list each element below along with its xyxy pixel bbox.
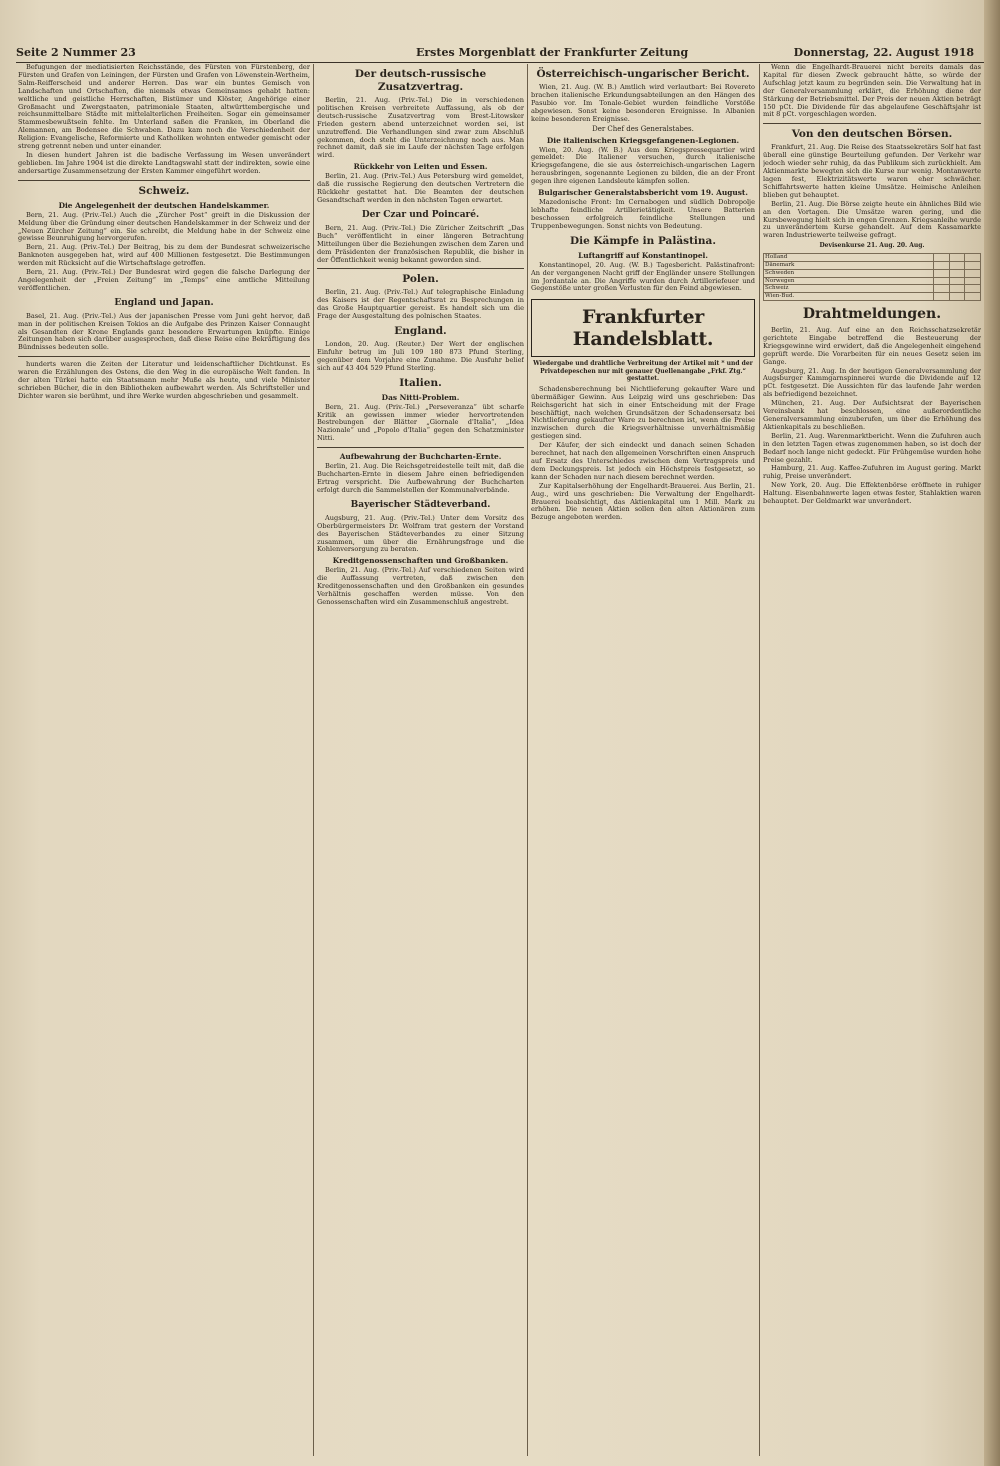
article-heading: Die Kämpfe in Palästina. — [570, 234, 716, 247]
binding-edge — [984, 0, 1000, 1466]
table-cell — [949, 254, 965, 262]
table-cell — [965, 293, 981, 301]
header-rule — [16, 62, 984, 63]
article-paragraph: In diesen hundert Jahren ist die badische Verfassung im Wesen unverändert geblieben. Im Jahre 1904 ist die direkte Landtagswahl statt der indirekten, sowie eine andersartige Zusammensetzung der Ersten Kammer eingeführt worden. — [18, 150, 310, 175]
article-paragraph: Bern, 21. Aug. (Priv.-Tel.) Der Bundesrat wird gegen die falsche Darlegung der Angelegenheit der „Freien Zeitung“ im „Temps“ eine amtliche Mitteilung veröffentlichen. — [18, 268, 310, 292]
divider — [763, 123, 981, 124]
table-cell — [965, 277, 981, 285]
table-cell: Schweden — [764, 269, 934, 277]
page-number: Seite 2 Nummer 23 — [16, 46, 136, 59]
signature-line: Der Chef des Generalstabes. — [592, 124, 694, 133]
table-cell: Norwegen — [764, 277, 934, 285]
subheading: Rückkehr von Leiten und Essen. — [353, 162, 488, 172]
table-row — [764, 277, 981, 285]
table-cell — [933, 285, 949, 293]
section-heading-drahtmeldungen: Drahtmeldungen. — [802, 306, 942, 322]
article-paragraph: Bern, 21. Aug. (Priv.-Tel.) Die Züricher Zeitschrift „Das Buch“ veröffentlicht in einer längeren Betrachtung Mitteilungen über die Beziehungen zwischen dem Zaren und dem Präsidenten der französischen Republik, die bisher in der Öffentlichkeit wenig bekannt geworden sind. — [317, 223, 524, 264]
column-1 — [18, 64, 310, 1456]
divider — [317, 447, 524, 448]
article-paragraph: Zur Kapitalserhöhung der Engelhardt-Brauerei. Aus Berlin, 21. Aug., wird uns geschrieben: Die Verwaltung der Engelhardt-Brauerei beabsichtigt, das Aktienkapital um 1 Mill. Mark zu erhöhen. Die neuen Aktien sollen den alten Aktionären zum Bezuge angeboten werden. — [531, 481, 755, 522]
table-cell — [949, 277, 965, 285]
subheading: Die Angelegenheit der deutschen Handelskammer. — [58, 200, 270, 210]
section-heading-italien: Italien. — [399, 376, 442, 389]
table-cell — [965, 269, 981, 277]
article-paragraph: Augsburg, 21. Aug. (Priv.-Tel.) Unter dem Vorsitz des Oberbürgermeisters Dr. Wolfram trat gestern der Vorstand des Bayerischen Städteverbandes zu einer Sitzung zusammen, um über die Ernährungsfrage und die Kohlenversorgung zu beraten. — [317, 513, 524, 554]
divider — [317, 268, 524, 269]
table-cell — [949, 293, 965, 301]
article-paragraph: Augsburg, 21. Aug. In der heutigen Generalversammlung der Augsburger Kammgarnspinnerei wurde die Dividende auf 12 pCt. festgesetzt. Die Aussichten für das laufende Jahr werden als befriedigend bezeichnet. — [763, 366, 981, 399]
table-cell: Wien-Bud. — [764, 293, 934, 301]
divider — [18, 180, 310, 181]
article-paragraph: Bern, 21. Aug. (Priv.-Tel.) „Perseveranza“ übt scharfe Kritik an gewissen immer wieder hervortretenden Bestrebungen der Blätter „Giornale d'Italia“, „Idea Nazionale“ und „Popolo d'Italia“ gegen den Schatzminister Nitti. — [317, 402, 524, 443]
column-separator — [313, 64, 314, 1456]
issue-date: Donnerstag, 22. August 1918 — [793, 46, 974, 59]
article-heading: Der Czar und Poincaré. — [361, 209, 480, 220]
feuilleton-paragraph: hunderts waren die Zeiten der Literatur und leidenschaftlicher Dichtkunst. Es waren die Erzählungen des Ostens, die den Weg in die europäische Welt fanden. In der alten Türkei hatte ein Staatsmann mehr Muße als heute, und viele Minister schrieben Bücher, die in den Bibliotheken aufbewahrt werden. Als Schriftsteller und Dichter waren sie berühmt, und ihre Werke wurden abgeschrieben und gesammelt. — [18, 360, 310, 400]
article-paragraph: Bern, 21. Aug. (Priv.-Tel.) Auch die „Zürcher Post“ greift in die Diskussion der Meldung über die Gründung einer deutschen Handelskammer in der Schweiz und der „Neuen Zürcher Zeitung“ ein. Sie schreibt, die Meldung habe in der Schweiz eine gewisse Beunruhigung hervorgerufen. — [18, 210, 310, 243]
article-paragraph: Schadensberechnung bei Nichtlieferung gekaufter Ware und übermäßiger Gewinn. Aus Leipzig wird uns geschrieben: Das Reichsgericht hat sich in einer Entscheidung mit der Frage beschäftigt, nach welchen Grundsätzen der Schadensersatz bei Nichtlieferung gekaufter Ware zu berechnen ist, wenn die Preise inzwischen durch die Kriegsverhältnisse unverhältnismäßig gestiegen sind. — [531, 384, 755, 441]
table-cell: Holland — [764, 254, 934, 262]
table-caption: Devisenkurse 21. Aug. 20. Aug. — [819, 242, 925, 250]
column-separator — [527, 64, 528, 1456]
table-row — [764, 254, 981, 262]
article-paragraph: Berlin, 21. Aug. Auf eine an den Reichsschatzsekretär gerichtete Eingabe betreffend die Besteuerung der Kriegsgewinne wird erwidert, daß die Angelegenheit eingehend geprüft werde. Die Vorarbeiten für ein neues Gesetz seien im Gange. — [763, 326, 981, 366]
table-cell — [933, 277, 949, 285]
table-cell — [933, 269, 949, 277]
subheading: Kreditgenossenschaften und Großbanken. — [332, 556, 509, 566]
table-cell: Dänemark — [764, 262, 934, 270]
table-cell: Schweiz — [764, 285, 934, 293]
column-separator — [759, 64, 760, 1456]
article-heading: Österreichisch-ungarischer Bericht. — [536, 68, 750, 80]
article-paragraph: Berlin, 21. Aug. (Priv.-Tel.) Auf verschiedenen Seiten wird die Auffassung vertreten, daß zwischen den Kreditgenossenschaften und den Großbanken ein gesundes Verhältnis geschaffen werden müsse. Von den Genossenschaften wird ein Zusammenschluß angestrebt. — [317, 566, 524, 606]
table-cell — [965, 262, 981, 270]
section-heading-england: England. — [394, 325, 447, 338]
article-paragraph: Berlin, 21. Aug. (Priv.-Tel.) Die in verschiedenen politischen Kreisen verbreitete Auffassung, als ob der deutsch-russische Zusatzvertrag vom Brest-Litowsker Frieden gestern abend unterzeichnet worden sei, ist unzutreffend. Die Verhandlungen sind zwar zum Abschluß gekommen, doch steht die Unterzeichnung noch aus. Man rechnet damit, daß sie im Laufe der nächsten Tage erfolgen wird. — [317, 96, 524, 160]
table-cell — [933, 254, 949, 262]
table-cell — [933, 262, 949, 270]
article-paragraph: Berlin, 21. Aug. (Priv.-Tel.) Auf telegraphische Einladung des Kaisers ist der Regentschaftsrat zu Besprechungen in das Große Hauptquartier gereist. Es handelt sich um die Frage der Ausgestaltung des polnischen Staates. — [317, 288, 524, 321]
article-paragraph: London, 20. Aug. (Reuter.) Der Wert der englischen Einfuhr betrug im Juli 109 180 873 Pfund Sterling, gegenüber dem Vorjahre eine Zunahme. Die Ausfuhr belief sich auf 43 404 529 Pfund Sterling. — [317, 340, 524, 372]
divider — [18, 356, 310, 357]
article-paragraph: Wenn die Engelhardt-Brauerei nicht bereits damals das Kapital für diesen Zweck gebraucht hätte, so würde der Aufschlag jetzt kaum zu begründen sein. Die Verwaltung hat in der Generalversammlung erklärt, die Erhöhung diene der Stärkung der Betriebsmittel. Der Preis der neuen Aktien beträgt 150 pCt. Die Dividende für das abgelaufene Geschäftsjahr ist mit 8 pCt. vorgeschlagen worden. — [763, 64, 981, 119]
article-paragraph: Berlin, 21. Aug. Die Börse zeigte heute ein ähnliches Bild wie an den Vortagen. Die Umsätze waren gering, und die Kursbewegung hielt sich in engen Grenzen. Kriegsanleihe wurde zu unverändertem Kurse gehandelt. Auf dem Kassamarkte waren Industriewerte teilweise gefragt. — [763, 199, 981, 240]
article-lead: Befugungen der mediatisierten Reichsstände, des Fürsten von Fürstenberg, der Fürsten und Grafen von Leiningen, der Fürsten und Grafen von Löwenstein-Wertheim, Salm-Reifferscheid und anderer Herren. Das war ein buntes Gemisch von Landschaften und Ortschaften, die niemals etwas Gemeinsames gehabt hatten: weltliche und geistliche Herrschaften, Bistümer und Klöster, Angehörige einer Großmacht und Zwergstaaten, patrimoniale Staaten, altwürttembergische und reichsunmittelbare Städte mit mittelalterlichen Freiheiten. Sogar ein gemeinsamer Stammesbewußtsein fehlte. Im Unterland saßen die Franken, im Oberland die Alemannen, am Bodensee die Schwaben. Dazu kam noch die Verschiedenheit der Religion: Evangelische, Reformierte und Katholiken wohnten entweder gemischt oder streng getrennt neben und unter einander. — [18, 64, 310, 151]
handelsblatt-banner: Frankfurter Handelsblatt. — [531, 299, 755, 357]
subheading: Das Nitti-Problem. — [381, 392, 460, 402]
article-paragraph: Berlin, 21. Aug. Die Reichsgetreidestelle teilt mit, daß die Buchcharten-Ernte in diesem Jahre einen befriedigenden Ertrag verspricht. Die Aufbewahrung der Buchcharten erfolgt durch die Sammelstellen der Kommunalverbände. — [317, 462, 524, 494]
article-heading: Bayerischer Städteverband. — [350, 499, 491, 510]
article-paragraph: Wien, 21. Aug. (W. B.) Amtlich wird verlautbart: Bei Rovereto brachen italienische Erkundungsabteilungen an den Hängen des Pasubio vor. Im Tonale-Gebiet wurden feindliche Vorstöße abgewiesen. Sonst keine besonderen Ereignisse. In Albanien keine besonderen Ereignisse. — [531, 83, 755, 123]
article-paragraph: Basel, 21. Aug. (Priv.-Tel.) Aus der japanischen Presse vom Juni geht hervor, daß man in der politischen Kreisen Tokios an die Aufgabe des Prinzen Kaiser Connaught als Gesandten der Krone Englands ganz besondere Erwartungen knüpfte. Einige Zeitungen haben sich darüber ausgesprochen, daß diese Reise eine Bekräftigung des Bündnisses bedeuten solle. — [18, 311, 310, 352]
table-cell — [949, 262, 965, 270]
page-header — [16, 44, 984, 62]
masthead-title: Erstes Morgenblatt der Frankfurter Zeitung — [416, 46, 689, 59]
banner-subtitle: Wiedergabe und drahtliche Verbreitung der Artikel mit * und der Privatdepeschen nur mit genauer Quellenangabe „Frkf. Ztg.“ gestattet. — [533, 360, 753, 383]
subheading: Luftangriff auf Konstantinopel. — [578, 250, 708, 260]
article-paragraph: Der Käufer, der sich eindeckt und danach seinen Schaden berechnet, hat nach den allgemeinen Vorschriften einen Anspruch auf Ersatz des Unterschiedes zwischen dem Vertragspreis und dem Deckungspreis. Ist jedoch ein Höchstpreis festgesetzt, so kann der Schaden nur nach diesem berechnet werden. — [531, 441, 755, 481]
table-row — [764, 285, 981, 293]
article-paragraph: Berlin, 21. Aug. (Priv.-Tel.) Aus Petersburg wird gemeldet, daß die russische Regierung den deutschen Vertretern die Rückkehr gestattet hat. Die Beamten der deutschen Gesandtschaft werden in den nächsten Tagen erwartet. — [317, 172, 524, 204]
table-cell — [949, 269, 965, 277]
article-paragraph: München, 21. Aug. Der Aufsichtsrat der Bayerischen Vereinsbank hat beschlossen, eine außerordentliche Generalversammlung einzuberufen, um über die Erhöhung des Aktienkapitals zu beschließen. — [763, 399, 981, 431]
column-3 — [531, 64, 755, 1456]
section-heading-polen: Polen. — [402, 273, 439, 286]
column-4 — [763, 64, 981, 1456]
subheading: Aufbewahrung der Buchcharten-Ernte. — [339, 452, 502, 462]
table-row — [764, 293, 981, 301]
article-paragraph: New York, 20. Aug. Die Effektenbörse eröffnete in ruhiger Haltung. Eisenbahnwerte lagen etwas fester, Stahlaktien waren behauptet. Der Geldmarkt war unverändert. — [763, 481, 981, 506]
article-paragraph: Berlin, 21. Aug. Warenmarktbericht. Wenn die Zufuhren auch in den letzten Tagen etwas zugenommen haben, so ist doch der Bedarf noch lange nicht gedeckt. Für Frühgemüse wurden hohe Preise gezahlt. — [763, 431, 981, 464]
article-heading: Der deutsch-russische Zusatzvertrag. — [354, 68, 487, 93]
table-cell — [933, 293, 949, 301]
table-cell — [965, 254, 981, 262]
article-paragraph: Frankfurt, 21. Aug. Die Reise des Staatssekretärs Solf hat fast überall eine günstige Beurteilung gefunden. Der Verkehr war jedoch wieder sehr ruhig, da das Publikum sich zurückhielt. Am Aktienmarkte bewegten sich die Kurse nur wenig. Montanwerte lagen fest, Elektrizitätswerte waren eher schwächer. Schiffahrtswerte hatten kleine Umsätze. Heimische Anleihen blieben gut behauptet. — [763, 143, 981, 199]
column-2 — [317, 64, 524, 1456]
article-paragraph: Wien, 20. Aug. (W. B.) Aus dem Kriegspressequartier wird gemeldet: Die Italiener versuchen, durch italienische Kriegsgefangene, die sie aus österreichisch-ungarischen Lagern herausbringen, sogenannte Legionen zu bilden, die an der Front gegen ihre eigenen Landsleute kämpfen sollen. — [531, 145, 755, 186]
table-row — [764, 262, 981, 270]
article-paragraph: Mazedonische Front: Im Cernabogen und südlich Dobropolje lebhafte feindliche Artillerietätigkeit. Unsere Batterien beschossen erfolgreich feindliche Stellungen und Truppenbewegungen. Sonst nichts von Bedeutung. — [531, 198, 755, 230]
table-cell — [965, 285, 981, 293]
section-heading-japan: England und Japan. — [114, 297, 214, 308]
table-cell — [949, 285, 965, 293]
article-paragraph: Bern, 21. Aug. (Priv.-Tel.) Der Beitrag, bis zu dem der Bundesrat schweizerische Banknoten ausgegeben hat, wird auf 400 Millionen festgesetzt. Die Bestimmungen werden mit Rücksicht auf die Wirtschaftslage getroffen. — [18, 243, 310, 268]
table-row — [764, 269, 981, 277]
article-paragraph: Konstantinopel, 20. Aug. (W. B.) Tagesbericht. Palästinafront: An der vergangenen Nacht griff der Engländer unsere Stellungen im Jordantale an. Die Angriffe wurden durch Artilleriefeuer und Gegenstöße unter großen Verlusten für den Feind abgewiesen. — [531, 260, 755, 293]
article-paragraph: Hamburg, 21. Aug. Kaffee-Zufuhren im August gering. Markt ruhig, Preise unverändert. — [763, 464, 981, 481]
section-heading-schweiz: Schweiz. — [138, 184, 190, 197]
exchange-rate-table — [763, 253, 981, 301]
subheading: Bulgarischer Generalstabsbericht vom 19. August. — [538, 188, 748, 198]
section-heading-boersen: Von den deutschen Börsen. — [791, 128, 953, 141]
subheading: Die italienischen Kriegsgefangenen-Legionen. — [546, 135, 740, 145]
